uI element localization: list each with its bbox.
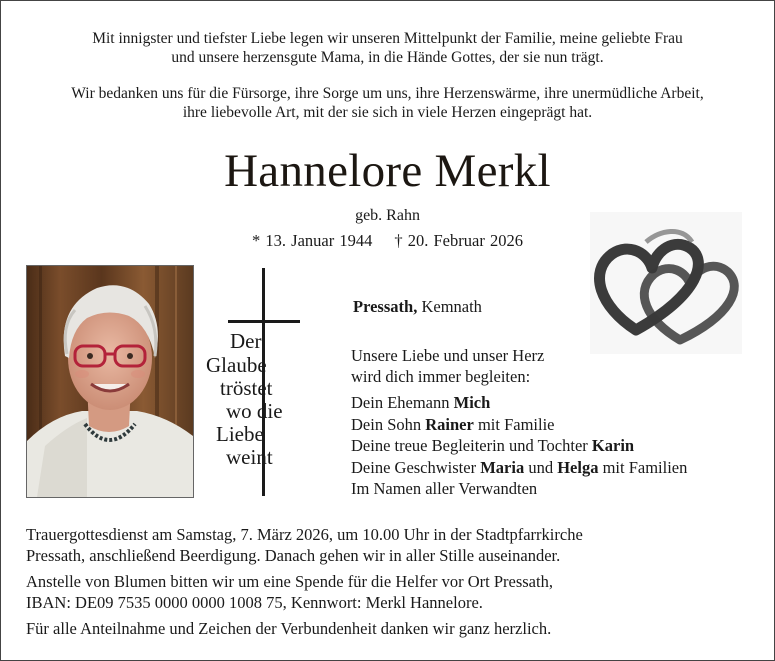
quote-line: weint	[226, 445, 273, 469]
service-line: Pressath, anschließend Beerdigung. Danach gehen wir in aller Stille auseinander.	[26, 546, 561, 565]
mourner-label: Dein Sohn	[351, 414, 422, 434]
birth-name: geb. Rahn	[355, 207, 420, 224]
donation-info	[26, 571, 766, 613]
portrait-photo	[26, 265, 194, 498]
funeral-service-info	[26, 524, 766, 566]
faith-quote	[198, 268, 308, 496]
death-date: † 20. Februar 2026	[394, 231, 523, 250]
birth-date: * 13. Januar 1944	[252, 231, 373, 250]
intro-paragraph-love	[0, 29, 775, 67]
donation-line: IBAN: DE09 7535 0000 0000 1008 75, Kennwort: Merkl Hannelore.	[26, 593, 483, 612]
intro-paragraph-thanks	[0, 84, 775, 122]
quote-line: Glaube	[206, 353, 267, 377]
quote-line: Liebe	[216, 422, 264, 446]
cross-icon	[198, 268, 308, 496]
verse	[351, 345, 544, 387]
deceased-name: Hannelore Merkl	[224, 145, 551, 197]
verse-line: Unsere Liebe und unser Herz	[351, 346, 545, 365]
mourner-husband	[351, 392, 687, 414]
mourner-suffix: mit Familie	[477, 414, 555, 434]
mourner-suffix: mit Familien	[602, 457, 688, 477]
intro-line: und unsere herzensgute Mama, in die Hände Gottes, der sie nun trägt.	[171, 49, 604, 66]
mourner-label: Deine Geschwister	[351, 457, 477, 477]
hearts-icon	[590, 212, 742, 354]
mourners-list	[351, 392, 687, 500]
location-town: Pressath,	[353, 297, 418, 316]
mourner-siblings	[351, 457, 687, 479]
quote-line: wo die	[226, 399, 283, 423]
verse-line: wird dich immer begleiten:	[351, 367, 531, 386]
intro-line: Mit innigster und tiefster Liebe legen wir unseren Mittelpunkt der Familie, meine geliebte Frau	[92, 30, 683, 47]
mourner-label: Deine treue Begleiterin und Tochter	[351, 436, 588, 455]
mourner-name: Maria	[480, 457, 525, 477]
quote-line: Der	[230, 329, 262, 353]
thanks-note	[26, 618, 766, 639]
mourner-son	[351, 414, 687, 436]
service-line: Trauergottesdienst am Samstag, 7. März 2026, um 10.00 Uhr in der Stadtpfarrkirche	[26, 525, 583, 544]
location-other: Kemnath	[421, 297, 482, 316]
mourner-name: Mich	[453, 393, 491, 412]
mourner-label: Dein Ehemann	[351, 393, 450, 412]
intro-line: ihre liebevolle Art, mit der sie sich in viele Herzen eingeprägt hat.	[182, 104, 593, 121]
quote-line: tröstet	[220, 376, 273, 400]
thanks-line: Für alle Anteilnahme und Zeichen der Verbundenheit danken wir ganz herzlich.	[26, 619, 552, 638]
mourner-relatives: Im Namen aller Verwandten	[351, 479, 538, 498]
mourner-conjunction: und	[528, 457, 554, 477]
intro-line: Wir bedanken uns für die Fürsorge, ihre Sorge um uns, ihre Herzenswärme, ihre unermüdliche Arbeit,	[71, 85, 704, 102]
mourner-name: Karin	[591, 436, 635, 455]
mourner-daughter	[351, 435, 687, 457]
mourner-name: Helga	[557, 457, 599, 477]
donation-line: Anstelle von Blumen bitten wir um eine Spende für die Helfer vor Ort Pressath,	[26, 572, 553, 591]
location	[353, 297, 482, 317]
mourner-name: Rainer	[425, 414, 474, 434]
portrait-illustration	[27, 266, 193, 497]
